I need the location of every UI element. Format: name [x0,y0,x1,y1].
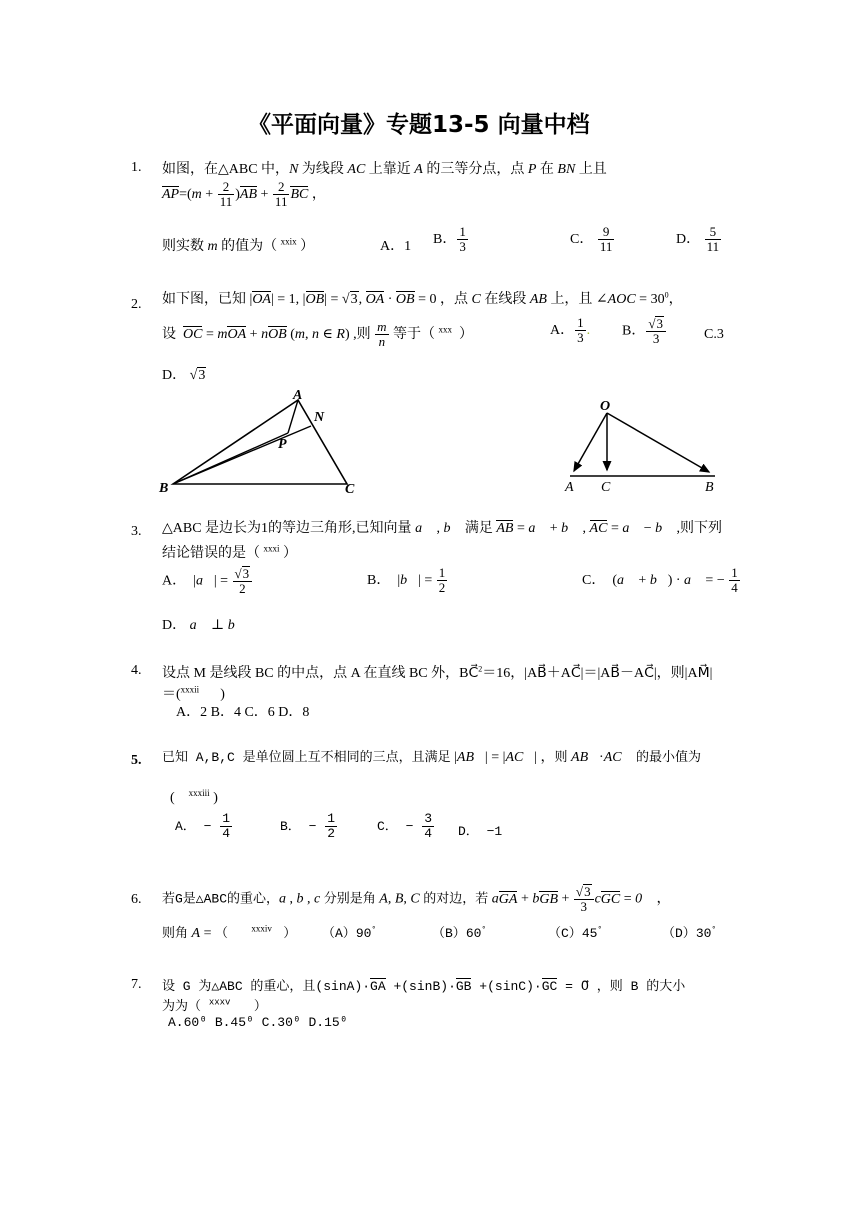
triangle-figure-1 [150,384,380,496]
question-number: 4. [131,663,142,678]
option-b: B． $\frac{1}{3}$ [433,224,466,255]
question-3-stem: △ABC 是边长为1的等边三角形,已知向量 a⃗ , b⃗ 满足 AB = a⃗ + b⃗ , AC = a⃗ − b⃗ ,则下列 [162,521,723,536]
question-number: 7. [131,977,142,992]
question-2-formula: 设 OC = mOA + nOB (m, n ∈ R) ,则 $\frac{m}{n}$ 等于（ $^{xxx}$ ） [162,319,474,350]
question-number: 1. [131,160,142,175]
option-c: C． $\frac{9}{11}$ [570,224,613,255]
question-number: 2. [131,297,142,312]
question-3-ask: 结论错误的是（ $^{xxxi}$ ） [162,543,298,561]
option-c: （C）45° [548,925,603,941]
question-4-ask: ＝($^{xxxii}$ ) [162,684,225,702]
option-a: A．1 [380,239,412,254]
label-p: P [278,437,287,452]
label-b: B [705,480,714,495]
question-1-ask: 则实数 m 的值为（ $^{xxix}$ ） [162,236,315,254]
option-c: C． (a⃗ + b⃗) · a⃗ = − $\frac{1}{4}$ [582,565,738,596]
question-4-stem: 设点 M 是线段 BC 的中点，点 A 在直线 BC 外，BC⃗$^2$＝16，|AB⃗＋AC⃗|＝|AB⃗－AC⃗|，则|AM⃗| [162,664,713,681]
option-d: D． −1 [458,824,503,839]
question-7-ask: 为为（ $^{xxxv}$ ） [162,997,267,1014]
question-5-ask: ( $^{xxxiii}$ ) [170,788,218,806]
question-7-stem: 设 G 为△ABC 的重心，且(sinA)·GA +(sinB)·GB +(sinC)·GC = 0⃗ ，则 B 的大小 [162,979,686,994]
option-d: D． $\frac{5}{11}$ [676,224,720,255]
option-a: A． $\frac{1}{3}$ . [550,315,591,346]
option-b: （B）60° [432,925,487,941]
page-title: 《平面向量》专题13-5 向量中档 [248,112,590,138]
option-b: B． |b⃗| = $\frac{1}{2}$ [367,565,446,596]
question-number: 6. [131,892,142,907]
options-row: A．2 B．4 C．6 D．8 [176,705,310,720]
option-c: C． − $\frac{3}{4}$ [377,811,433,842]
label-a: A [293,388,303,403]
label-a: A [565,480,574,495]
option-c: C.3 [704,327,724,342]
question-1-stem: 如图，在△ABC 中，N 为线段 AC 上靠近 A 的三等分点，点 P 在 BN 上且 [162,162,607,177]
label-o: O [600,399,611,414]
label-b: B [159,481,169,496]
label-c: C [601,480,611,495]
option-a: A． − $\frac{1}{4}$ [175,811,231,842]
option-d: D． √3 [162,368,206,383]
option-d: D． a⃗ ⊥ b⃗ [162,618,246,633]
options-row: A.60⁰ B.45⁰ C.30⁰ D.15⁰ [168,1015,348,1030]
question-5-stem: 已知 A,B,C 是单位圆上互不相同的三点，且满足 |AB⃗| = |AC⃗| ，则 AB⃗·AC⃗ 的最小值为 [162,750,702,765]
option-d: （D）30° [662,925,717,941]
question-6-ask: 则角 A = （ $^{xxxiv}$ ） [162,923,297,941]
option-b: B． − $\frac{1}{2}$ [280,811,336,842]
option-b: B． $\frac{√3}{3}$ [622,316,667,347]
question-number: 5. [131,753,142,768]
option-a: （A）90° [322,925,377,941]
label-c: C [345,482,355,496]
label-n: N [314,410,325,425]
question-number: 3. [131,524,142,539]
question-2-stem: 如下图，已知 |OA| = 1, |OB| = √3, OA · OB = 0 ，点 C 在线段 AB 上，且 ∠AOC = $30^0$， [162,290,683,307]
question-1-formula: AP=(m + $\frac{2}{11}$ )AB + $\frac{2}{11}$ BC ， [162,179,326,210]
question-6-stem: 若G是△ABC的重心，a , b , c 分别是角 A, B, C 的对边，若 aGA + bGB + $\frac{√3}{3}$ cGC = 0⃗ ， [162,884,671,915]
option-a: A． |a⃗| = $\frac{√3}{2}$ [162,566,253,597]
vector-figure-2 [555,396,735,496]
